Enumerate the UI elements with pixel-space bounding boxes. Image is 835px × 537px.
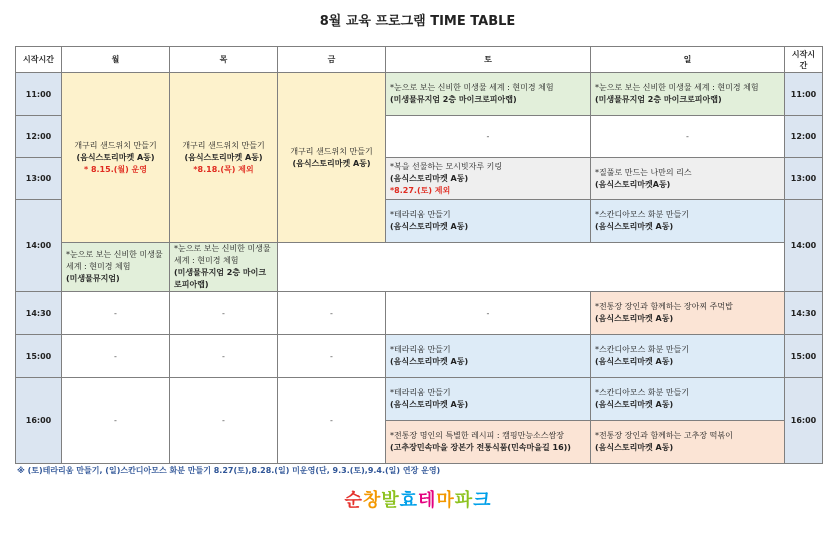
logo-char: 효 (399, 490, 418, 511)
event-title: *눈으로 보는 신비한 미생물 세계 : 현미경 체험 (174, 244, 271, 265)
header-time-left: 시작시간 (16, 47, 62, 73)
event-place: (음식스토리마켓 A동) (76, 152, 155, 162)
sat-1100-cell (386, 73, 591, 116)
thu-1600-empty: - (170, 378, 278, 464)
fri-1600-empty: - (278, 378, 386, 464)
time-label-right: 15:00 (785, 335, 823, 378)
event-title: *전통장 명인의 특별한 레시피 : 캠핑만능소스쌈장 (390, 431, 564, 440)
event-title: *테라리움 만들기 (390, 345, 451, 354)
event-place: (음식스토리마켓 A동) (595, 400, 674, 409)
event-title: *눈으로 보는 신비한 미생물 세계 : 현미경 체험 (390, 83, 554, 92)
sun-1500-cell (591, 335, 785, 378)
sun-1300-cell (591, 158, 785, 200)
event-place: (음식스토리마켓 A동) (595, 443, 674, 452)
time-label: 14:00 (16, 200, 62, 292)
thu-1430-empty: - (170, 292, 278, 335)
event-title: 개구리 샌드위치 만들기 (290, 146, 373, 156)
time-label-right: 12:00 (785, 116, 823, 158)
event-place: (음식스토리마켓 A동) (390, 222, 469, 231)
sun-1200-empty: - (591, 116, 785, 158)
header-time-right: 시작시간 (785, 47, 823, 73)
sat-1400b-cell (62, 243, 170, 292)
event-title: *테라리움 만들기 (390, 210, 451, 219)
time-label: 13:00 (16, 158, 62, 200)
footnote: ※ (토)테라리움 만들기, (일)스칸디아모스 화분 만들기 8.27(토),8.28.(일) 미운영(단, 9.3.(토),9.4.(일) 연장 운영) (17, 466, 441, 475)
time-label-right: 14:30 (785, 292, 823, 335)
event-title: 개구리 샌드위치 만들기 (182, 140, 265, 150)
header-sat: 토 (386, 47, 591, 73)
mon-sandwich-cell (62, 73, 170, 243)
sat-1600a-cell (386, 378, 591, 421)
event-title: *복을 선물하는 모시빗자루 키링 (390, 161, 503, 171)
time-label: 11:00 (16, 73, 62, 116)
event-place: (미생물뮤지엄) (66, 274, 120, 283)
time-label: 16:00 (16, 378, 62, 464)
event-title: *테라리움 만들기 (390, 388, 451, 397)
header-mon: 월 (62, 47, 170, 73)
fri-1500-empty: - (278, 335, 386, 378)
mon-1500-empty: - (62, 335, 170, 378)
sat-1500-cell (386, 335, 591, 378)
event-title: *스칸디아모스 화분 만들기 (595, 388, 690, 397)
event-place: (음식스토리마켓 A동) (595, 314, 674, 323)
event-title: *스칸디아모스 화분 만들기 (595, 345, 690, 354)
thu-1500-empty: - (170, 335, 278, 378)
event-place: (음식스토리마켓 A동) (390, 173, 469, 183)
page-title: 8월 교육 프로그램 TIME TABLE (319, 14, 516, 29)
row-1100 (16, 73, 823, 116)
sun-1430-cell (591, 292, 785, 335)
event-note: *8.27.(토) 제외 (390, 185, 451, 195)
event-title: *질풀로 만드는 나만의 리스 (595, 167, 692, 177)
event-place: (음식스토리마켓 A동) (390, 357, 469, 366)
header-sun: 일 (591, 47, 785, 73)
sun-1400a-cell (591, 200, 785, 243)
row-1500 (16, 335, 823, 378)
sun-1400b-cell (170, 243, 278, 292)
mon-1600-empty: - (62, 378, 170, 464)
event-title: *스칸디아모스 화분 만들기 (595, 210, 690, 219)
sun-1600b-cell (591, 421, 785, 464)
timetable (15, 46, 823, 464)
event-place: (음식스토리마켓 A동) (390, 400, 469, 409)
event-place: (미생물뮤지엄 2층 마이크로피아랩) (595, 95, 722, 104)
header-thu: 목 (170, 47, 278, 73)
row-1400b (16, 243, 823, 292)
logo-char: 파 (454, 490, 474, 511)
time-label: 15:00 (16, 335, 62, 378)
time-label: 14:30 (16, 292, 62, 335)
mon-1430-empty: - (62, 292, 170, 335)
time-label-right: 16:00 (785, 378, 823, 464)
event-place: (음식스토리마켓A동) (595, 179, 671, 189)
logo-char: 크 (473, 490, 492, 511)
event-note: *8.18.(목) 제외 (193, 164, 254, 174)
sat-1600b-cell (386, 421, 591, 464)
row-1600a (16, 378, 823, 421)
event-place: (음식스토리마켓 A동) (292, 158, 371, 168)
fri-sandwich-cell (278, 73, 386, 243)
sun-1600a-cell (591, 378, 785, 421)
time-label: 12:00 (16, 116, 62, 158)
logo-char: 발 (381, 490, 400, 511)
event-place: (고추장민속마을 장본가 전통식품(민속마을길 16)) (390, 443, 571, 452)
event-place: (음식스토리마켓 A동) (595, 222, 674, 231)
time-label-right: 11:00 (785, 73, 823, 116)
event-title: *눈으로 보는 신비한 미생물 세계 : 현미경 체험 (66, 250, 163, 271)
sat-1430-empty: - (386, 292, 591, 335)
event-title: *전통장 장인과 함께하는 고추장 떡볶이 (595, 431, 733, 440)
event-place: (미생물뮤지엄 2층 마이크로피아랩) (390, 95, 517, 104)
event-title: *눈으로 보는 신비한 미생물 세계 : 현미경 체험 (595, 83, 759, 92)
sat-1300-cell (386, 158, 591, 200)
event-note: * 8.15.(월) 운영 (83, 164, 148, 174)
logo-char: 순 (344, 490, 363, 511)
sunchang-theme-park-logo (318, 486, 518, 512)
header-fri: 금 (278, 47, 386, 73)
time-label-right: 13:00 (785, 158, 823, 200)
sat-1200-empty: - (386, 116, 591, 158)
header-row (16, 47, 823, 73)
logo-char: 테 (418, 490, 437, 511)
sat-1400a-cell (386, 200, 591, 243)
time-label-right: 14:00 (785, 200, 823, 292)
logo-char: 마 (436, 490, 455, 511)
logo-char: 창 (362, 490, 382, 511)
fri-1430-empty: - (278, 292, 386, 335)
sun-1100-cell (591, 73, 785, 116)
row-1430 (16, 292, 823, 335)
event-title: 개구리 샌드위치 만들기 (74, 140, 157, 150)
event-place: (미생물뮤지엄 2층 마이크로피아랩) (174, 268, 267, 289)
thu-sandwich-cell (170, 73, 278, 243)
event-title: *전통장 장인과 함께하는 장아찌 주먹밥 (595, 302, 733, 311)
event-place: (음식스토리마켓 A동) (595, 357, 674, 366)
event-place: (음식스토리마켓 A동) (184, 152, 263, 162)
